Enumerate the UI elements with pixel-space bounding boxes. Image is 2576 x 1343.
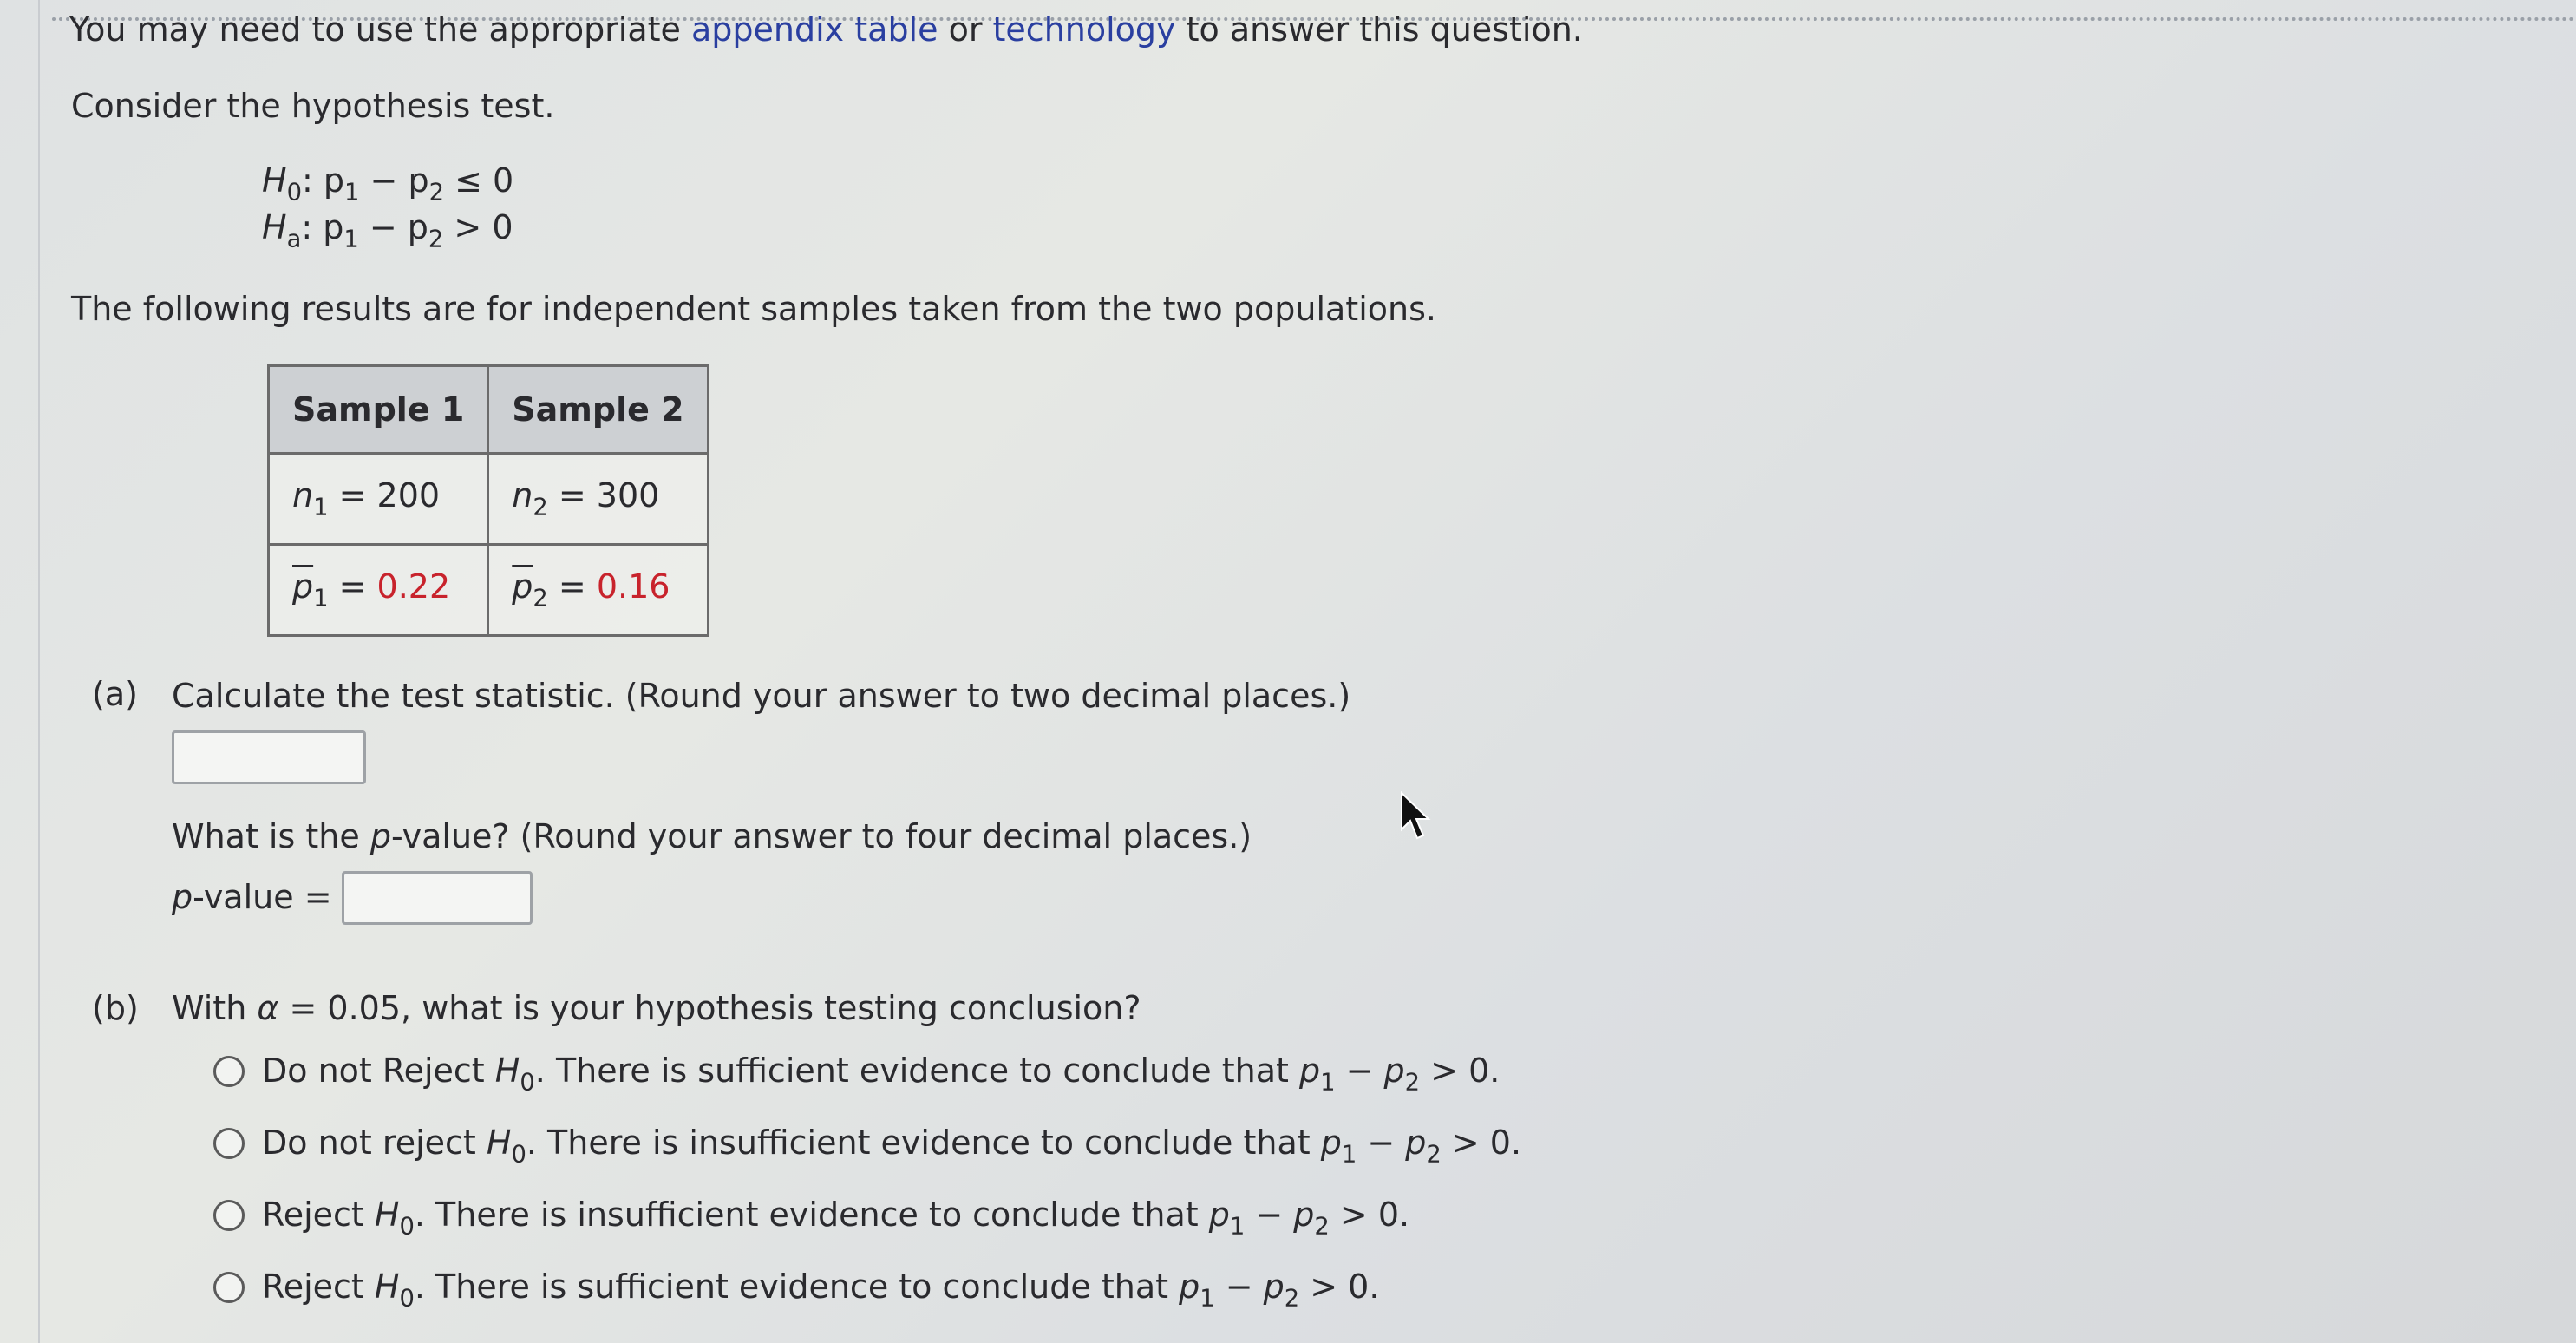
minus: − <box>1214 1268 1264 1306</box>
minus: − <box>358 208 408 246</box>
sub-2: 2 <box>1284 1285 1300 1313</box>
pvalue-label-post: -value = <box>193 878 332 916</box>
cell-n1 <box>269 454 488 545</box>
sub-0: 0 <box>399 1285 415 1313</box>
option-text <box>262 1268 1379 1313</box>
h-symbol: H <box>494 1051 520 1090</box>
sub-0: 0 <box>399 1213 415 1241</box>
sub-1: 1 <box>313 585 329 613</box>
p-symbol: p <box>1208 1196 1230 1234</box>
sub-1: 1 <box>1320 1069 1336 1097</box>
h-symbol: H <box>262 161 287 200</box>
part-a-label: (a) <box>92 675 138 713</box>
option-post: . There is insufficient evidence to conclude that <box>526 1124 1321 1162</box>
equals: = <box>547 567 597 606</box>
p-symbol: p <box>1263 1268 1285 1306</box>
p-symbol: p <box>1320 1124 1342 1162</box>
p1-value: 0.22 <box>376 567 451 606</box>
pvalue-q-pre: What is the <box>172 817 370 855</box>
sub-0: 0 <box>511 1141 526 1169</box>
results-text: The following results are for independent samples taken from the two populations. <box>71 290 1436 328</box>
sub-1: 1 <box>1200 1285 1215 1313</box>
cell-p2 <box>488 545 708 636</box>
p-symbol: p <box>1299 1051 1321 1090</box>
radio-button[interactable] <box>213 1272 245 1303</box>
option-pre: Do not reject <box>262 1124 487 1162</box>
p-bar-symbol: $\overline{p}$ <box>292 567 314 606</box>
header-sample-2: Sample 2 <box>488 366 708 454</box>
n-symbol: n <box>512 476 533 515</box>
relation: ≤ 0 <box>443 161 514 200</box>
option-text <box>262 1124 1521 1169</box>
pvalue-q-post: -value? (Round your answer to four decimal places.) <box>390 817 1252 855</box>
p-symbol: p <box>1405 1124 1427 1162</box>
colon-p: : p <box>301 208 344 246</box>
sub-2: 2 <box>428 179 444 206</box>
pvalue-question <box>172 817 1252 855</box>
sub-2: 2 <box>533 585 548 613</box>
left-border <box>38 0 40 1343</box>
option-pre: Do not Reject <box>262 1051 495 1090</box>
tail: > 0. <box>1329 1196 1410 1234</box>
part-b-question <box>172 989 1141 1027</box>
header-sample-1: Sample 1 <box>269 366 488 454</box>
table-row <box>269 454 709 545</box>
p-symbol: p <box>407 208 428 246</box>
sub-0: 0 <box>520 1069 535 1097</box>
part-b-label: (b) <box>92 989 139 1027</box>
pvalue-label <box>172 878 332 916</box>
relation: > 0 <box>443 208 513 246</box>
h-symbol: H <box>262 208 287 246</box>
sub-2: 2 <box>1426 1141 1442 1169</box>
intro-post: to answer this question. <box>1175 10 1583 49</box>
mouse-cursor-icon <box>1400 791 1435 843</box>
minus: − <box>1357 1124 1406 1162</box>
p2-value: 0.16 <box>596 567 670 606</box>
option-text <box>262 1051 1500 1097</box>
h-subscript: 0 <box>286 179 302 206</box>
cell-p1 <box>269 545 488 636</box>
question-post: = 0.05, what is your hypothesis testing conclusion? <box>278 989 1141 1027</box>
h-subscript: a <box>286 226 302 253</box>
minus: − <box>1335 1051 1384 1090</box>
h-symbol: H <box>374 1268 400 1306</box>
sub-2: 2 <box>533 494 548 521</box>
h-symbol: H <box>374 1196 400 1234</box>
sub-1: 1 <box>1341 1141 1357 1169</box>
question-pre: With <box>172 989 258 1027</box>
colon-p: : p <box>302 161 345 200</box>
pvalue-input[interactable] <box>342 871 533 925</box>
test-statistic-input[interactable] <box>172 730 366 784</box>
sub-2: 2 <box>1314 1213 1330 1241</box>
table-row <box>269 545 709 636</box>
table-header-row <box>269 366 709 454</box>
p-symbol: p <box>408 161 429 200</box>
p-symbol: p <box>1383 1051 1405 1090</box>
tail: > 0. <box>1299 1268 1380 1306</box>
p-symbol: p <box>1293 1196 1315 1234</box>
alpha-symbol: α <box>257 989 279 1027</box>
tail: > 0. <box>1420 1051 1500 1090</box>
sub-2: 2 <box>1404 1069 1421 1097</box>
intro-pre: You may need to use the appropriate <box>69 10 692 49</box>
radio-button[interactable] <box>213 1200 245 1231</box>
option-post: . There is sufficient evidence to conclude that <box>534 1051 1299 1090</box>
n1-value: = 200 <box>328 476 441 515</box>
p-italic: p <box>172 878 193 916</box>
appendix-table-link[interactable]: appendix table <box>691 10 938 49</box>
consider-text: Consider the hypothesis test. <box>71 87 555 125</box>
minus: − <box>359 161 409 200</box>
alternative-hypothesis <box>262 208 513 253</box>
h-symbol: H <box>486 1124 512 1162</box>
radio-button[interactable] <box>213 1056 245 1087</box>
null-hypothesis <box>262 161 513 206</box>
technology-link[interactable]: technology <box>992 10 1176 49</box>
n2-value: = 300 <box>547 476 660 515</box>
sub-2: 2 <box>428 226 444 253</box>
sub-1: 1 <box>313 494 329 521</box>
p-symbol: p <box>1179 1268 1200 1306</box>
samples-table <box>267 364 709 637</box>
sub-1: 1 <box>344 179 360 206</box>
sub-1: 1 <box>343 226 359 253</box>
option-pre: Reject <box>262 1268 375 1306</box>
sub-1: 1 <box>1229 1213 1246 1241</box>
part-a-question: Calculate the test statistic. (Round your answer to two decimal places.) <box>172 677 1351 715</box>
cell-n2 <box>488 454 708 545</box>
option-pre: Reject <box>262 1196 375 1234</box>
equals: = <box>328 567 377 606</box>
option-text <box>262 1196 1409 1241</box>
option-post: . There is insufficient evidence to conclude that <box>414 1196 1209 1234</box>
minus: − <box>1245 1196 1294 1234</box>
p-italic: p <box>369 817 391 855</box>
p-bar-symbol: $\overline{p}$ <box>512 567 533 606</box>
radio-button[interactable] <box>213 1128 245 1159</box>
option-post: . There is sufficient evidence to conclude that <box>414 1268 1180 1306</box>
tail: > 0. <box>1441 1124 1522 1162</box>
intro-mid: or <box>938 10 993 49</box>
n-symbol: n <box>292 476 314 515</box>
intro-text <box>69 10 1583 49</box>
